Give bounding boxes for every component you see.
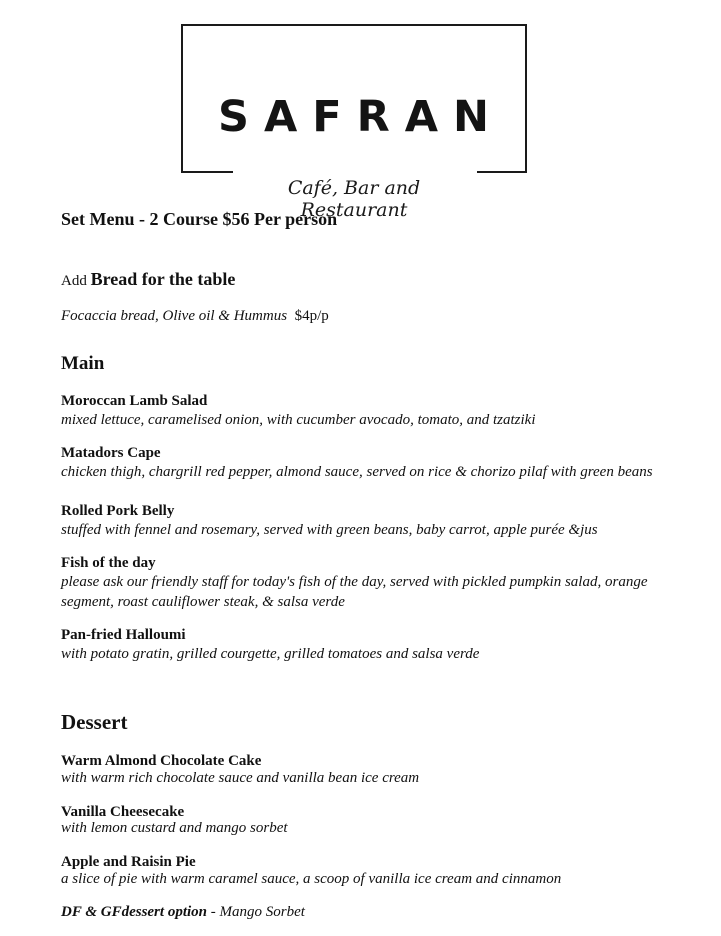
dessert-option-label: DF & GFdessert option	[61, 904, 207, 920]
add-on-line	[61, 306, 329, 326]
dessert-description: a slice of pie with warm caramel sauce, a scoop of vanilla ice cream and cinnamon	[61, 871, 562, 887]
dish-description: please ask our friendly staff for today's fish of the day, served with pickled pumpkin salad, orange segment, roast cauliflower steak, & salsa verde	[61, 574, 648, 610]
dish-name: Fish of the day	[61, 555, 156, 571]
dessert-heading: Dessert	[61, 710, 128, 734]
logo-tagline: Café, Bar and Restaurant	[287, 177, 421, 221]
dessert-option-text: - Mango Sorbet	[207, 904, 305, 920]
dish-name: Moroccan Lamb Salad	[61, 393, 208, 409]
safran-logo	[181, 24, 527, 221]
dish-description: mixed lettuce, caramelised onion, with cucumber avocado, tomato, and tzatziki	[61, 412, 536, 428]
dessert-description: with warm rich chocolate sauce and vanilla bean ice cream	[61, 770, 420, 786]
dessert-name: Apple and Raisin Pie	[61, 854, 196, 870]
add-on-price: $4p/p	[294, 308, 329, 324]
dish-name: Rolled Pork Belly	[61, 503, 175, 519]
dish-name: Pan-fried Halloumi	[61, 627, 186, 643]
dessert-name: Warm Almond Chocolate Cake	[61, 753, 262, 769]
dish-description: with potato gratin, grilled courgette, grilled tomatoes and salsa verde	[61, 646, 480, 662]
main-heading: Main	[61, 353, 105, 374]
add-on-title: Bread for the table	[90, 269, 236, 289]
dessert-description: with lemon custard and mango sorbet	[61, 820, 288, 836]
add-on-description: Focaccia bread, Olive oil & Hummus	[61, 308, 288, 324]
dessert-option	[61, 902, 305, 922]
add-on-prefix: Add	[61, 273, 87, 289]
dish-name: Matadors Cape	[61, 445, 161, 461]
dessert-name: Vanilla Cheesecake	[61, 804, 185, 820]
dish-description: chicken thigh, chargrill red pepper, almond sauce, served on rice & chorizo pilaf with green beans	[61, 464, 653, 480]
set-menu-title: Set Menu - 2 Course $56 Per person	[61, 209, 338, 229]
logo-wordmark: SAFRAN	[218, 92, 504, 142]
add-on-heading	[61, 268, 235, 292]
dish-description: stuffed with fennel and rosemary, served with green beans, baby carrot, apple purée &jus	[61, 522, 598, 538]
